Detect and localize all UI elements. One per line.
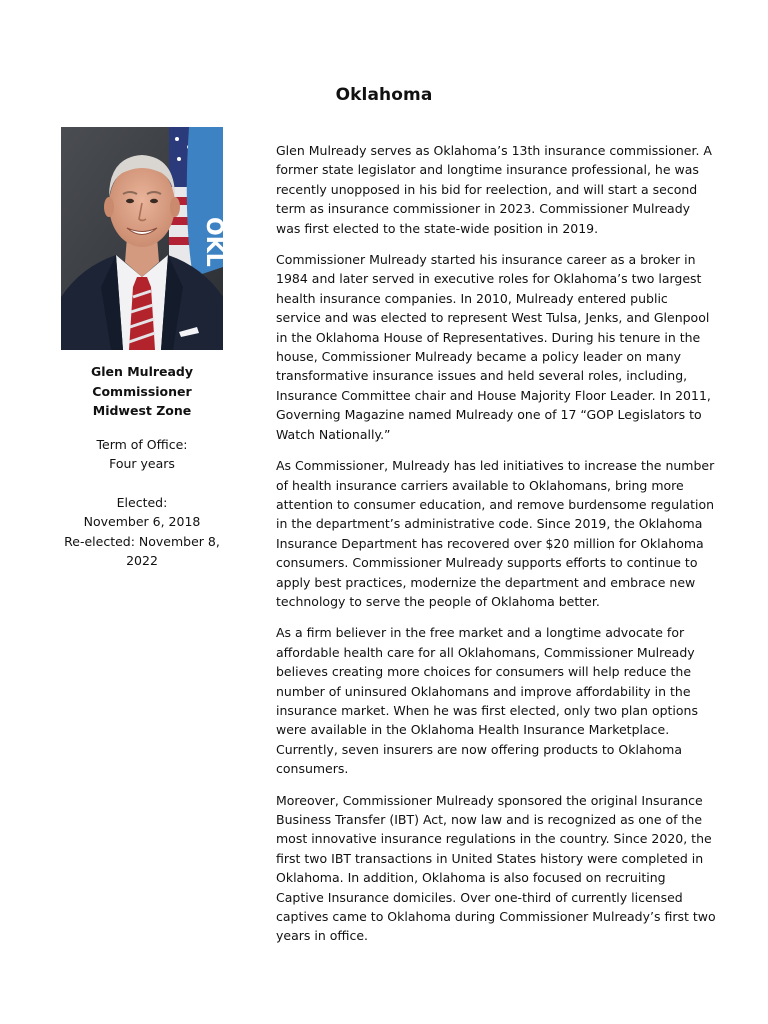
reelected-line-2: 2022 (126, 553, 158, 568)
elected-label: Elected: (116, 494, 168, 510)
name-block (53, 362, 231, 421)
portrait-photo (61, 127, 226, 350)
bio-paragraph: As a firm believer in the free market and a longtime advocate for affordable health care for all Oklahomans, Commissioner Mulready believes creating more choices for consumers will help reduce the number of uninsured Oklahomans and improve affordability in the insurance market. When he was first elected, only two plan options were available in the Oklahoma Health Insurance Marketplace. Currently, seven insurers are now offering products to Oklahoma consumers. (276, 625, 698, 777)
elected-date: November 6, 2018 (83, 514, 201, 529)
biography (276, 141, 716, 958)
bio-paragraph: Commissioner Mulready started his insurance career as a broker in 1984 and later served in executive roles for Oklahoma’s two largest health insurance companies. In 2010, Mulready entered public service and was elected to represent West Tulsa, Jenks, and Glenpool in the Oklahoma House of Representatives. During his tenure in the house, Commissioner Mulready became a policy leader on many transformative insurance issues and held several roles, including, Insurance Committee chair and House Majority Floor Leader. In 2011, Governing Magazine named Mulready one of 17 “GOP Legislators to Watch Nationally.” (276, 252, 711, 442)
term-value: Four years (109, 456, 175, 471)
bio-paragraph: Moreover, Commissioner Mulready sponsored the original Insurance Business Transfer (IBT) Act, now law and is recognized as one of the most innovative insurance regulations in the country. Since 2020, the first two IBT transactions in United States history were completed in Oklahoma. In addition, Oklahoma is also focused on recruiting Captive Insurance domiciles. Over one-third of currently licensed captives came to Oklahoma during Commissioner Mulready’s first two years in office. (276, 792, 716, 944)
commissioner-name: Glen Mulready (90, 364, 194, 379)
bio-paragraph: As Commissioner, Mulready has led initiatives to increase the number of health insurance carriers available to Oklahomans, bring more attention to consumer education, and remove burdensome regulation in the department’s administrative code. Since 2019, the Oklahoma Insurance Department has recovered over $20 million for Oklahoma consumers. Commissioner Mulready supports efforts to continue to apply best practices, modernize the department and embrace new technology to serve the people of Oklahoma better. (276, 458, 715, 609)
term-block (53, 435, 231, 474)
commissioner-info-sidebar (53, 362, 231, 571)
commissioner-zone: Midwest Zone (92, 403, 192, 418)
term-label: Term of Office: (96, 436, 188, 452)
commissioner-role: Commissioner (92, 383, 192, 399)
svg-text:OKL: OKL (201, 217, 226, 267)
reelected-line-1: Re-elected: November 8, (64, 533, 220, 549)
portrait-illustration (61, 127, 226, 350)
oklahoma-flag-graphic (187, 127, 226, 277)
elected-block (53, 493, 231, 571)
bio-paragraph: Glen Mulready serves as Oklahoma’s 13th insurance commissioner. A former state legislator and longtime insurance professional, he was recently unopposed in his bid for reelection, and will start a second term as insurance commissioner in 2023. Commissioner Mulready was first elected to the state-wide position in 2019. (276, 143, 712, 236)
page-title: Oklahoma (335, 85, 433, 105)
